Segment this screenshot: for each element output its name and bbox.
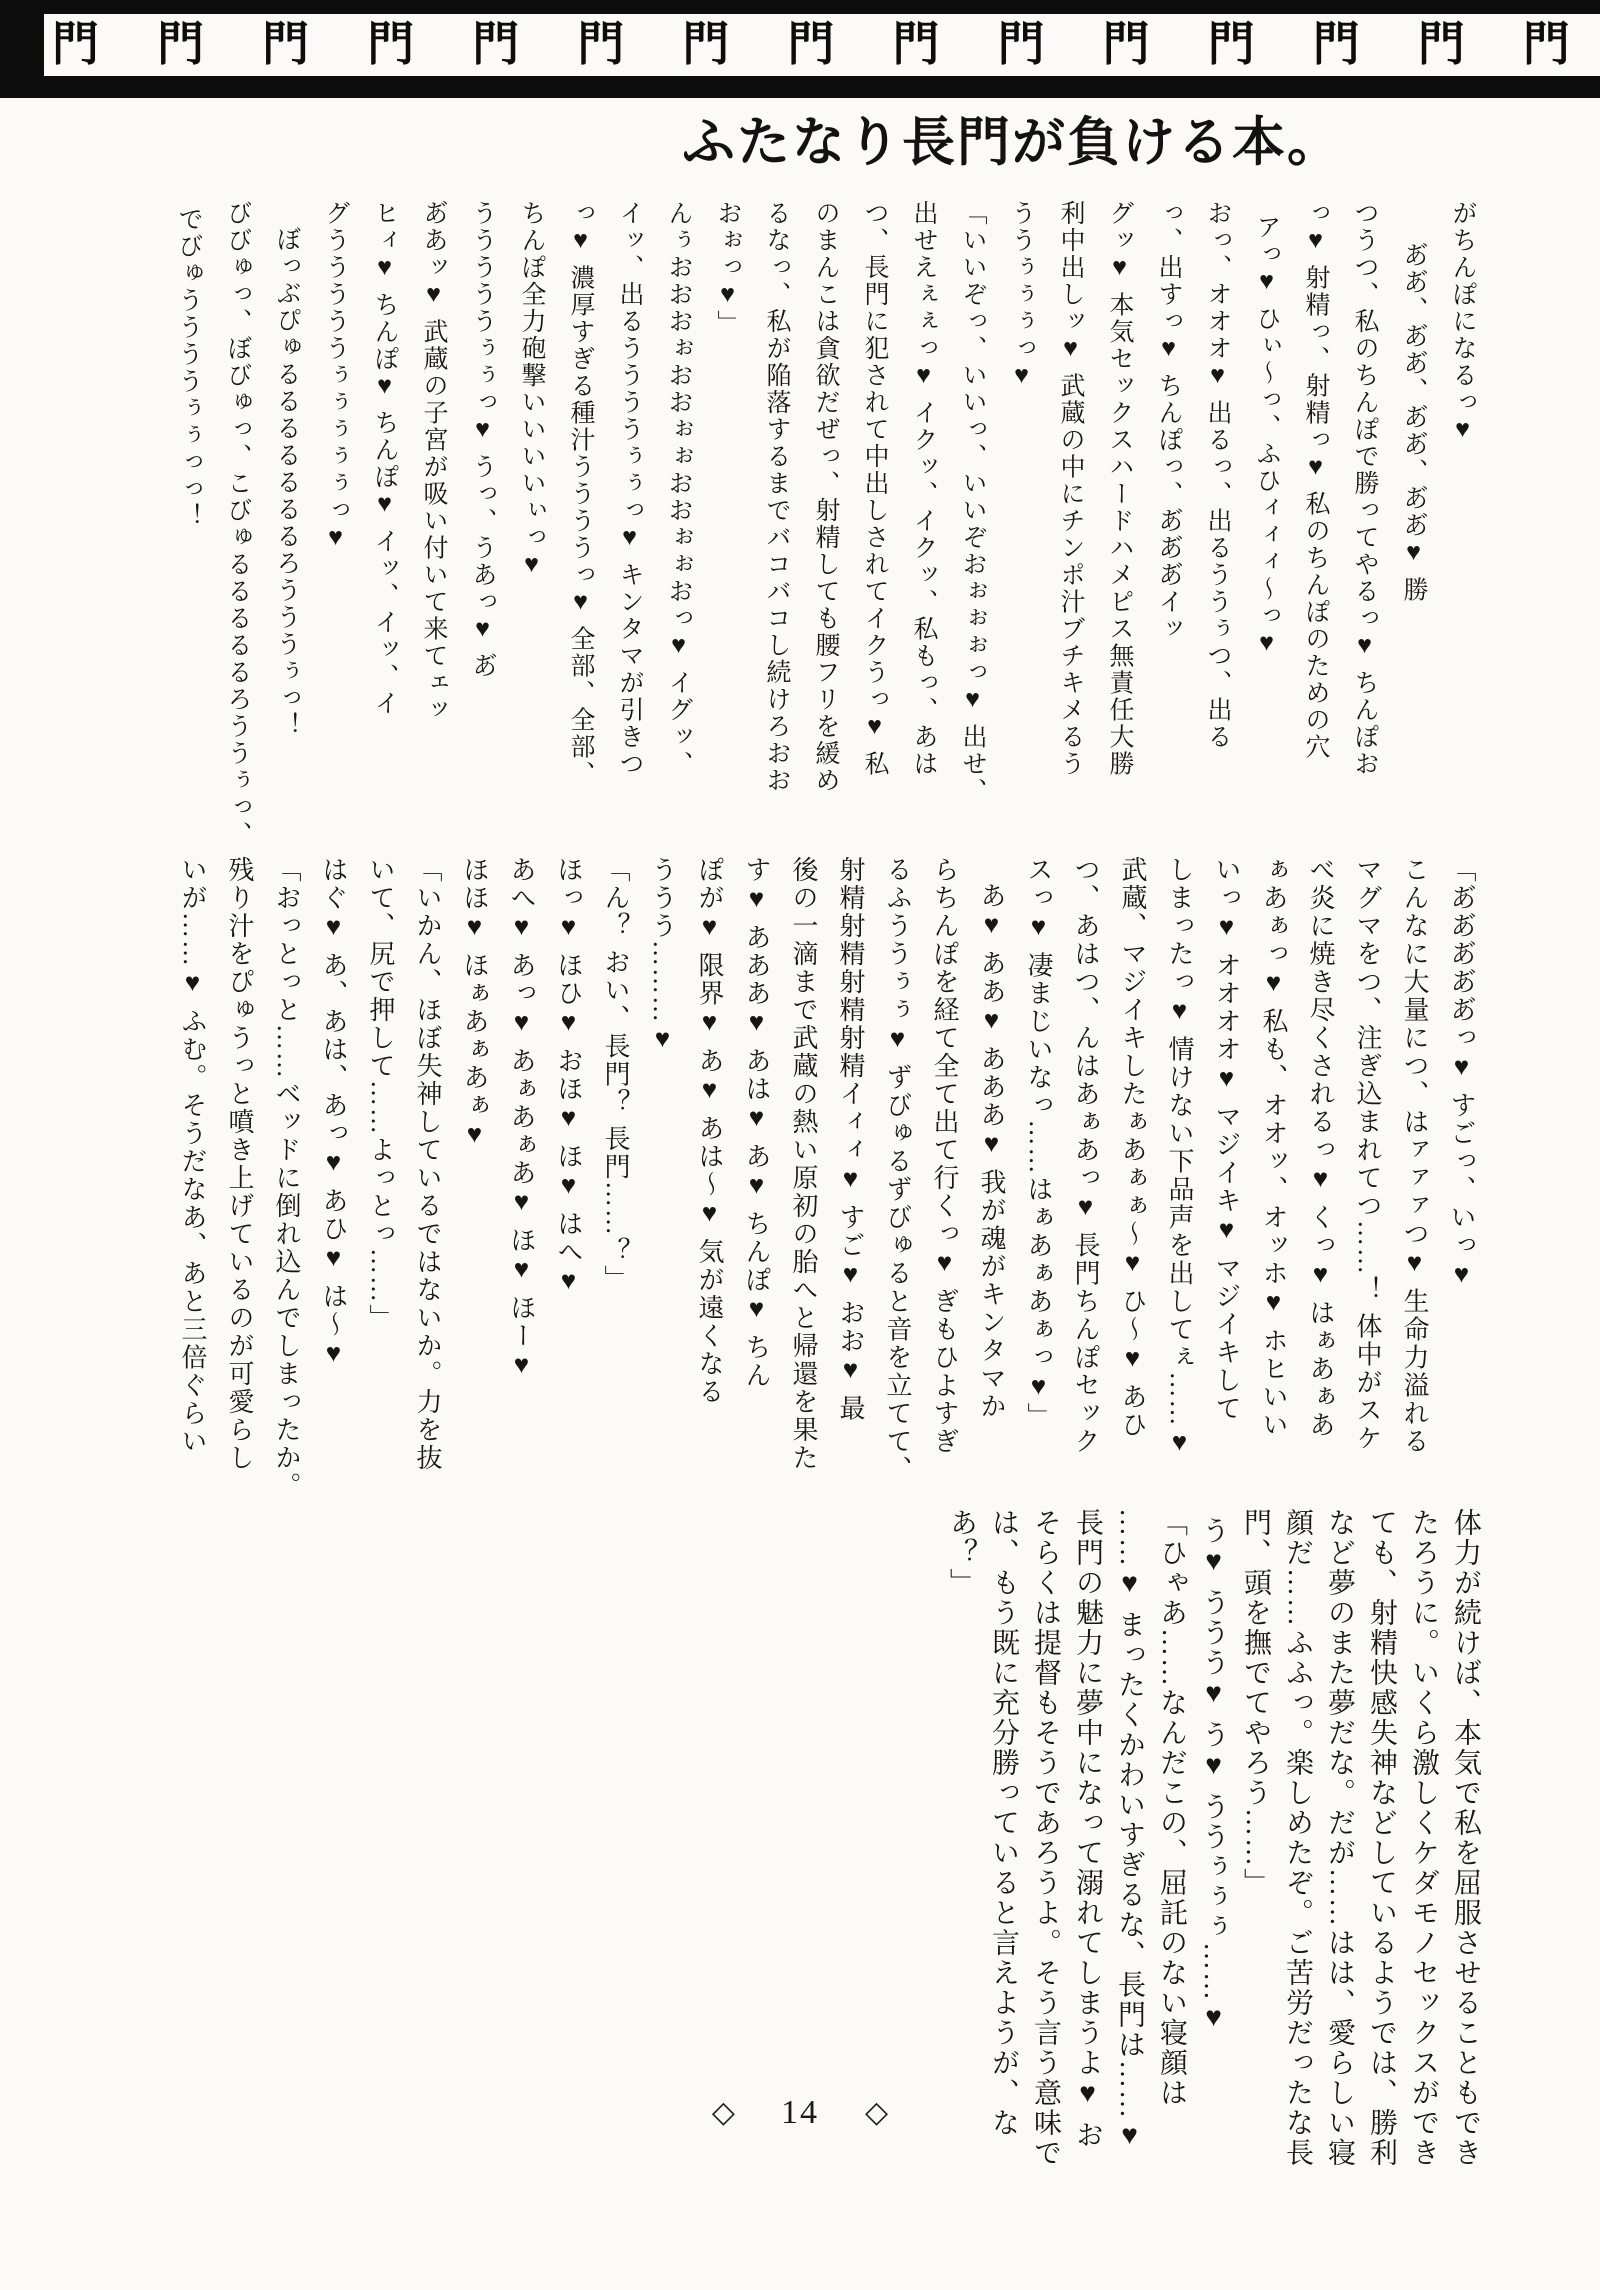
gate-glyph: 門 xyxy=(1207,19,1255,71)
text-column: 「あ゙あ゙あ゙あ゙あ゙っ♥ すごっ、いっ♥ xyxy=(1447,856,1476,1291)
text-column: るふううぅぅ♥ ずびゅるずびゅると音を立てて、 xyxy=(883,856,912,1484)
text-column: はぐ♥ あ、あは、あっ♥ あひ♥ は〜♥ xyxy=(319,856,348,1370)
text-column: は、もう既に充分勝っていると言えようが、な xyxy=(988,1508,1019,2138)
text-column: ほっ♥ ほひ♥ おほ♥ ほ♥ はへ♥ xyxy=(554,856,583,1297)
gate-glyph: 門 xyxy=(577,19,625,71)
text-column: んぅおおおぉおおぉぉおおぉぉおっ♥ イグッ、 xyxy=(665,200,692,778)
text-column: ううう………♥ xyxy=(648,856,677,1055)
text-block-1 xyxy=(152,200,1476,848)
text-column: 「おっとっと……ベッドに倒れ込んでしまったか。 xyxy=(272,856,301,1500)
text-column: がちんぽになるっ♥ xyxy=(1449,200,1476,445)
text-column: マグマをつ、注ぎ込まれてつ……！ 体中がスケ xyxy=(1353,856,1382,1453)
gate-glyph: 門 xyxy=(997,19,1045,71)
gate-glyph: 門 xyxy=(1522,19,1570,71)
text-column: のまんこは貪欲だぜっ、射精しても腰フリを緩め xyxy=(812,200,839,794)
text-column: 利中出しッ♥ 武蔵の中にチンポ汁ブチキメるう xyxy=(1057,200,1084,778)
text-column: ぽが♥ 限界♥ あ♥ あは〜♥ 気が遠くなる xyxy=(695,856,724,1406)
text-column: 「ひゃあ……なんだこの、屈託のない寝顔は xyxy=(1156,1508,1187,2108)
gate-glyph: 門 xyxy=(52,19,99,71)
text-column: ……♥ まったくかわいすぎるな、長門は……♥ xyxy=(1114,1508,1145,2153)
text-column: ても、射精快感失神などしているようでは、勝利 xyxy=(1366,1508,1397,2168)
gate-glyph: 門 xyxy=(367,19,415,71)
text-column: そらくは提督もそうであろうよ。そう言う意味で xyxy=(1030,1508,1061,2168)
gate-glyph: 門 xyxy=(1417,19,1465,71)
text-column: でびゅううううぅぅっっ！ xyxy=(175,206,202,530)
text-column: いが……♥ ふむ。そうだなあ、あと三倍ぐらい xyxy=(178,856,207,1456)
text-column: など夢のまた夢だな。だが……はは、愛らしい寝 xyxy=(1324,1508,1355,2168)
text-column: ちんぽ全力砲撃いいいいぃっ♥ xyxy=(518,200,545,580)
text-column: 射精射精射精射精イィィ♥ すご♥ おお♥ 最 xyxy=(836,856,865,1423)
text-column: 門、頭を撫でてやろう……」 xyxy=(1240,1508,1271,1898)
text-column: 出せえぇぇっ♥ イクッ、イクッ、私もっ、あは xyxy=(910,200,937,778)
page-title: ふたなり長門が負ける本。 xyxy=(682,114,1342,172)
text-column: 武蔵、マジイキしたぁあぁぁ〜♥ ひ〜♥ あひ xyxy=(1118,856,1147,1439)
text-block-2 xyxy=(159,856,1476,1500)
gate-glyph: 門 xyxy=(787,19,835,71)
diamond-right-icon: ◇ xyxy=(865,2096,889,2129)
text-column: つ、長門に犯されて中出しされてイクうっ♥ 私 xyxy=(861,200,888,778)
page-footer xyxy=(0,2096,1600,2130)
text-column: 「ん？ おい、長門？ 長門……？」 xyxy=(601,856,630,1293)
gate-glyph-row xyxy=(52,14,1570,76)
text-column: あ？」 xyxy=(946,1508,977,1598)
text-column: グうううううぅぅぅぅぅっ♥ xyxy=(322,200,349,553)
text-column: す♥ あああ♥ あは♥ あ♥ ちんぽ♥ ちん xyxy=(742,856,771,1390)
text-column: グッ♥ 本気セックスハードハメピス無責任大勝 xyxy=(1106,200,1133,778)
text-column: おっ、オオオ♥ 出るっ、出るううぅつ、出る xyxy=(1204,200,1231,751)
text-column: こんなに大量につ、はァァァつ♥ 生命力溢れる xyxy=(1400,856,1429,1456)
text-column: っ♥ 射精っ、射精っ♥ 私のちんぽのための穴 xyxy=(1302,200,1329,761)
text-column: 長門の魅力に夢中になって溺れてしまうよ♥ お xyxy=(1072,1508,1103,2150)
text-column: らちんぽを経て全て出て行くっ♥ ぎもひよすぎ xyxy=(930,856,959,1456)
page-number: 14 xyxy=(781,2094,819,2131)
text-column: たろうに。いくら激しくケダモノセックスができ xyxy=(1408,1508,1439,2168)
diamond-left-icon: ◇ xyxy=(711,2096,735,2129)
text-column: べ炎に焼き尽くされるっ♥ くっ♥ はぁあぁあ xyxy=(1306,856,1335,1439)
text-column: イッ、出るううううぅぅっ♥ キンタマが引きつ xyxy=(616,200,643,778)
text-column: 「いいぞっ、いいっ、いいぞおぉぉぉっ♥ 出せ、 xyxy=(959,200,986,805)
text-column: う♥ ううう♥ う♥ ううぅぅぅ……♥ xyxy=(1198,1516,1229,2035)
text-column: っ、出すっ♥ ちんぽっ、あ゙あ゙あ゙イッ xyxy=(1155,200,1182,643)
gate-glyph: 門 xyxy=(892,19,940,71)
gate-glyph: 門 xyxy=(682,19,730,71)
text-column: 顔だ……ふふっ。楽しめたぞ。ご苦労だったな長 xyxy=(1282,1508,1313,2168)
top-black-bar-2 xyxy=(0,76,1600,98)
text-column: 体力が続けば、本気で私を屈服させることもでき xyxy=(1450,1508,1481,2168)
text-column: しまったっ♥ 情けない下品声を出してぇ……♥ xyxy=(1165,856,1194,1459)
text-column: 後の一滴まで武蔵の熱い原初の胎へと帰還を果た xyxy=(789,856,818,1472)
text-column: おぉっ♥」 xyxy=(714,200,741,337)
text-column: ほほ♥ ほぁあぁあぁ♥ xyxy=(460,856,489,1151)
text-column: あ゙あ゙、あ゙あ゙、あ゙あ゙、あ゙あ゙♥ 勝 xyxy=(1400,242,1427,604)
text-column: いっ♥ オオオオ♥ マジイキ♥ マジイキして xyxy=(1212,856,1241,1423)
gate-glyph: 門 xyxy=(262,19,310,71)
text-column: あへ♥ あっ♥ あぁあぁあ♥ ほ♥ ほー♥ xyxy=(507,856,536,1381)
text-block-3 xyxy=(934,1508,1480,2188)
text-column: つうつ、私のちんぽで勝ってやるっ♥ ちんぽお xyxy=(1351,200,1378,778)
gate-glyph: 門 xyxy=(1102,19,1150,71)
gate-glyph: 門 xyxy=(1312,19,1360,71)
text-column: っ♥ 濃厚すぎる種汁ううううっ♥ 全部、全部、 xyxy=(567,200,594,788)
gate-glyph: 門 xyxy=(472,19,520,71)
text-column: あ゙あッ♥ 武蔵の子宮が吸い付いて来てェッ xyxy=(420,200,447,724)
text-column: ぁあぁっ♥ 私も、オオッ、オッホ♥ ホヒいい xyxy=(1259,856,1288,1439)
top-black-bar xyxy=(0,0,1600,14)
text-column: ううぅぅぅっ♥ xyxy=(1008,200,1035,391)
text-column: ヒィ♥ ちんぽ♥ ちんぽ♥ イッ、イッ、イ xyxy=(371,200,398,717)
text-column: スっ♥ 凄まじいなっ……はぁあぁあぁっ♥」 xyxy=(1024,856,1053,1431)
text-column: びびゅっ、ぼびゅっ、こびゅるるるるるろううぅっ、 xyxy=(224,200,251,848)
text-column: アっ♥ ひぃ〜っ、ふひィィィ〜っ♥ xyxy=(1253,214,1280,659)
text-column: 「いかん、ほぼ失神しているではないか。力を抜 xyxy=(413,856,442,1472)
text-column: うううううぅぅっ♥ うっ、うあっ♥ あ゙ xyxy=(469,200,496,680)
text-column: ぼっぶぴゅるるるるるるるろうううぅっ！ xyxy=(273,226,300,739)
text-column: 残り汁をぴゅうっと噴き上げているのが可愛らし xyxy=(225,856,254,1472)
text-column: あ♥ ああ♥ あああ♥ 我が魂がキンタマか xyxy=(977,882,1006,1421)
text-column: いて、尻で押して……よっとっ……」 xyxy=(366,856,395,1332)
text-column: つ、あはつ、んはあぁあっ♥ 長門ちんぽセック xyxy=(1071,856,1100,1456)
gate-band-corner-block xyxy=(0,14,44,76)
text-column: るなっ、私が陥落するまでバコバコし続けろおお xyxy=(763,200,790,794)
gate-band xyxy=(0,14,1600,76)
gate-glyph: 門 xyxy=(157,19,205,71)
